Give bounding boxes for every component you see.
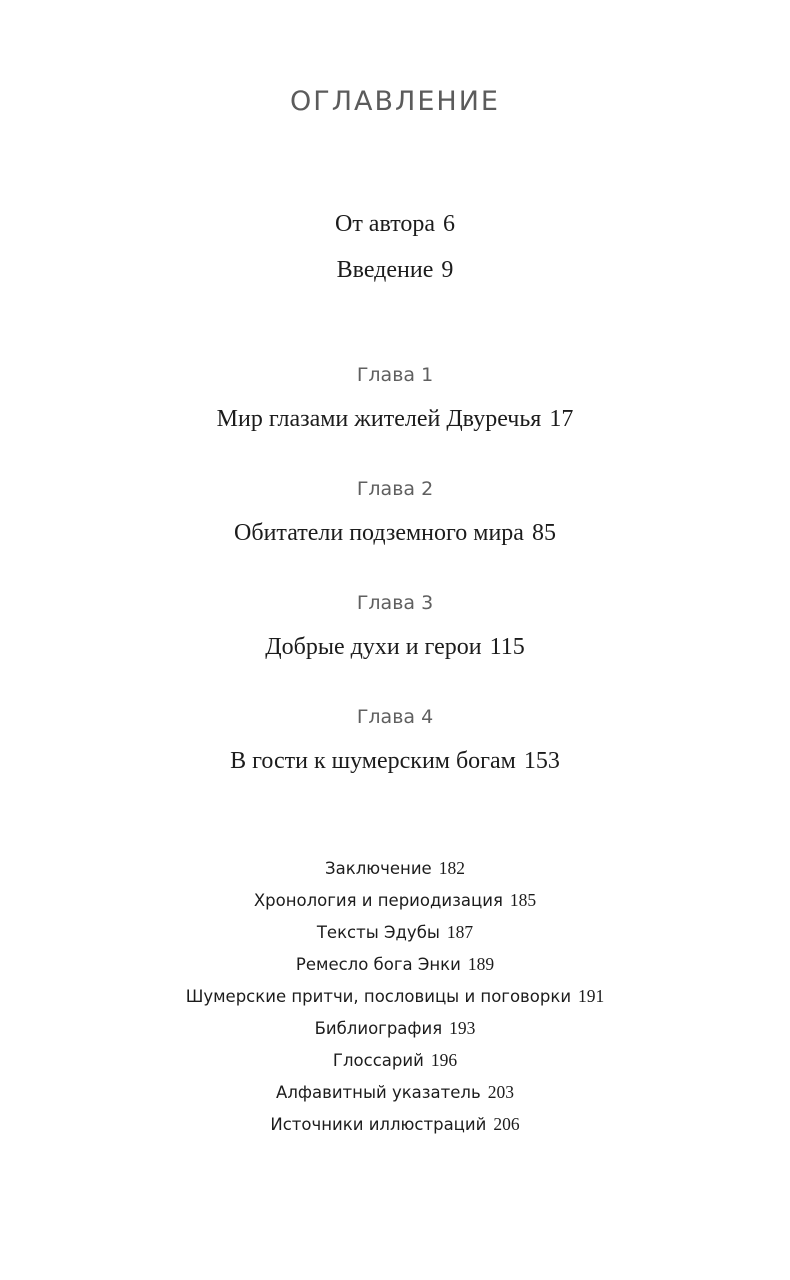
toc-entry-page: 9 — [441, 257, 454, 283]
toc-entry-page: 185 — [509, 890, 537, 910]
toc-entry-page: 206 — [493, 1114, 520, 1134]
toc-entry-page: 191 — [578, 986, 605, 1006]
toc-entry-page: 6 — [443, 211, 456, 237]
page-title: ОГЛАВЛЕНИЕ — [290, 86, 500, 117]
toc-entry-page: 203 — [487, 1082, 514, 1102]
toc-entry-page: 115 — [489, 634, 525, 660]
toc-entry-page: 182 — [438, 858, 465, 878]
toc-entry-glossary — [0, 1050, 790, 1071]
toc-entry-bibliography — [0, 1018, 790, 1039]
toc-entry-label: Шумерские притчи, пословицы и поговорки — [185, 987, 572, 1006]
toc-entry-foreword — [0, 211, 790, 238]
toc-entry-label: Заключение — [325, 859, 432, 878]
toc-entry-label: Глоссарий — [332, 1051, 424, 1070]
toc-entry-chronology — [0, 890, 790, 911]
toc-entry-illustration-sources — [0, 1114, 790, 1135]
toc-entry-index — [0, 1082, 790, 1103]
toc-entry-label: От автора — [334, 211, 436, 237]
toc-entry-chapter-1 — [0, 406, 790, 433]
chapter-2-label: Глава 2 — [356, 478, 434, 500]
toc-entry-chapter-3 — [0, 634, 790, 661]
toc-entry-page: 85 — [531, 520, 556, 546]
chapter-4-label: Глава 4 — [356, 706, 434, 728]
toc-entry-conclusion — [0, 858, 790, 879]
chapter-1-label: Глава 1 — [356, 364, 434, 386]
toc-entry-label: В гости к шумерским богам — [230, 748, 516, 774]
toc-entry-page: 193 — [449, 1018, 476, 1038]
toc-entry-page: 189 — [467, 954, 495, 974]
toc-entry-page: 187 — [446, 922, 474, 942]
toc-entry-label: Добрые духи и герои — [265, 634, 482, 660]
chapter-3-label: Глава 3 — [356, 592, 434, 614]
toc-entry-label: Тексты Эдубы — [316, 923, 440, 942]
toc-entry-chapter-4 — [0, 748, 790, 775]
toc-entry-page: 17 — [549, 406, 574, 432]
toc-entry-label: Библиография — [314, 1019, 443, 1038]
toc-entry-label: Обитатели подземного мира — [234, 520, 524, 546]
toc-entry-proverbs — [0, 986, 790, 1007]
toc-entry-label: Источники иллюстраций — [270, 1115, 487, 1134]
toc-entry-label: Алфавитный указатель — [276, 1083, 481, 1102]
toc-entry-chapter-2 — [0, 520, 790, 547]
toc-entry-page: 196 — [430, 1050, 458, 1070]
toc-entry-label: Мир глазами жителей Двуречья — [216, 406, 542, 432]
toc-entry-edubba-texts — [0, 922, 790, 943]
toc-entry-label: Введение — [336, 257, 434, 283]
toc-entry-enki-craft — [0, 954, 790, 975]
toc-entry-label: Хронология и периодизация — [253, 891, 503, 910]
toc-entry-label: Ремесло бога Энки — [295, 955, 461, 974]
toc-entry-page: 153 — [523, 748, 560, 774]
toc-entry-introduction — [0, 257, 790, 284]
